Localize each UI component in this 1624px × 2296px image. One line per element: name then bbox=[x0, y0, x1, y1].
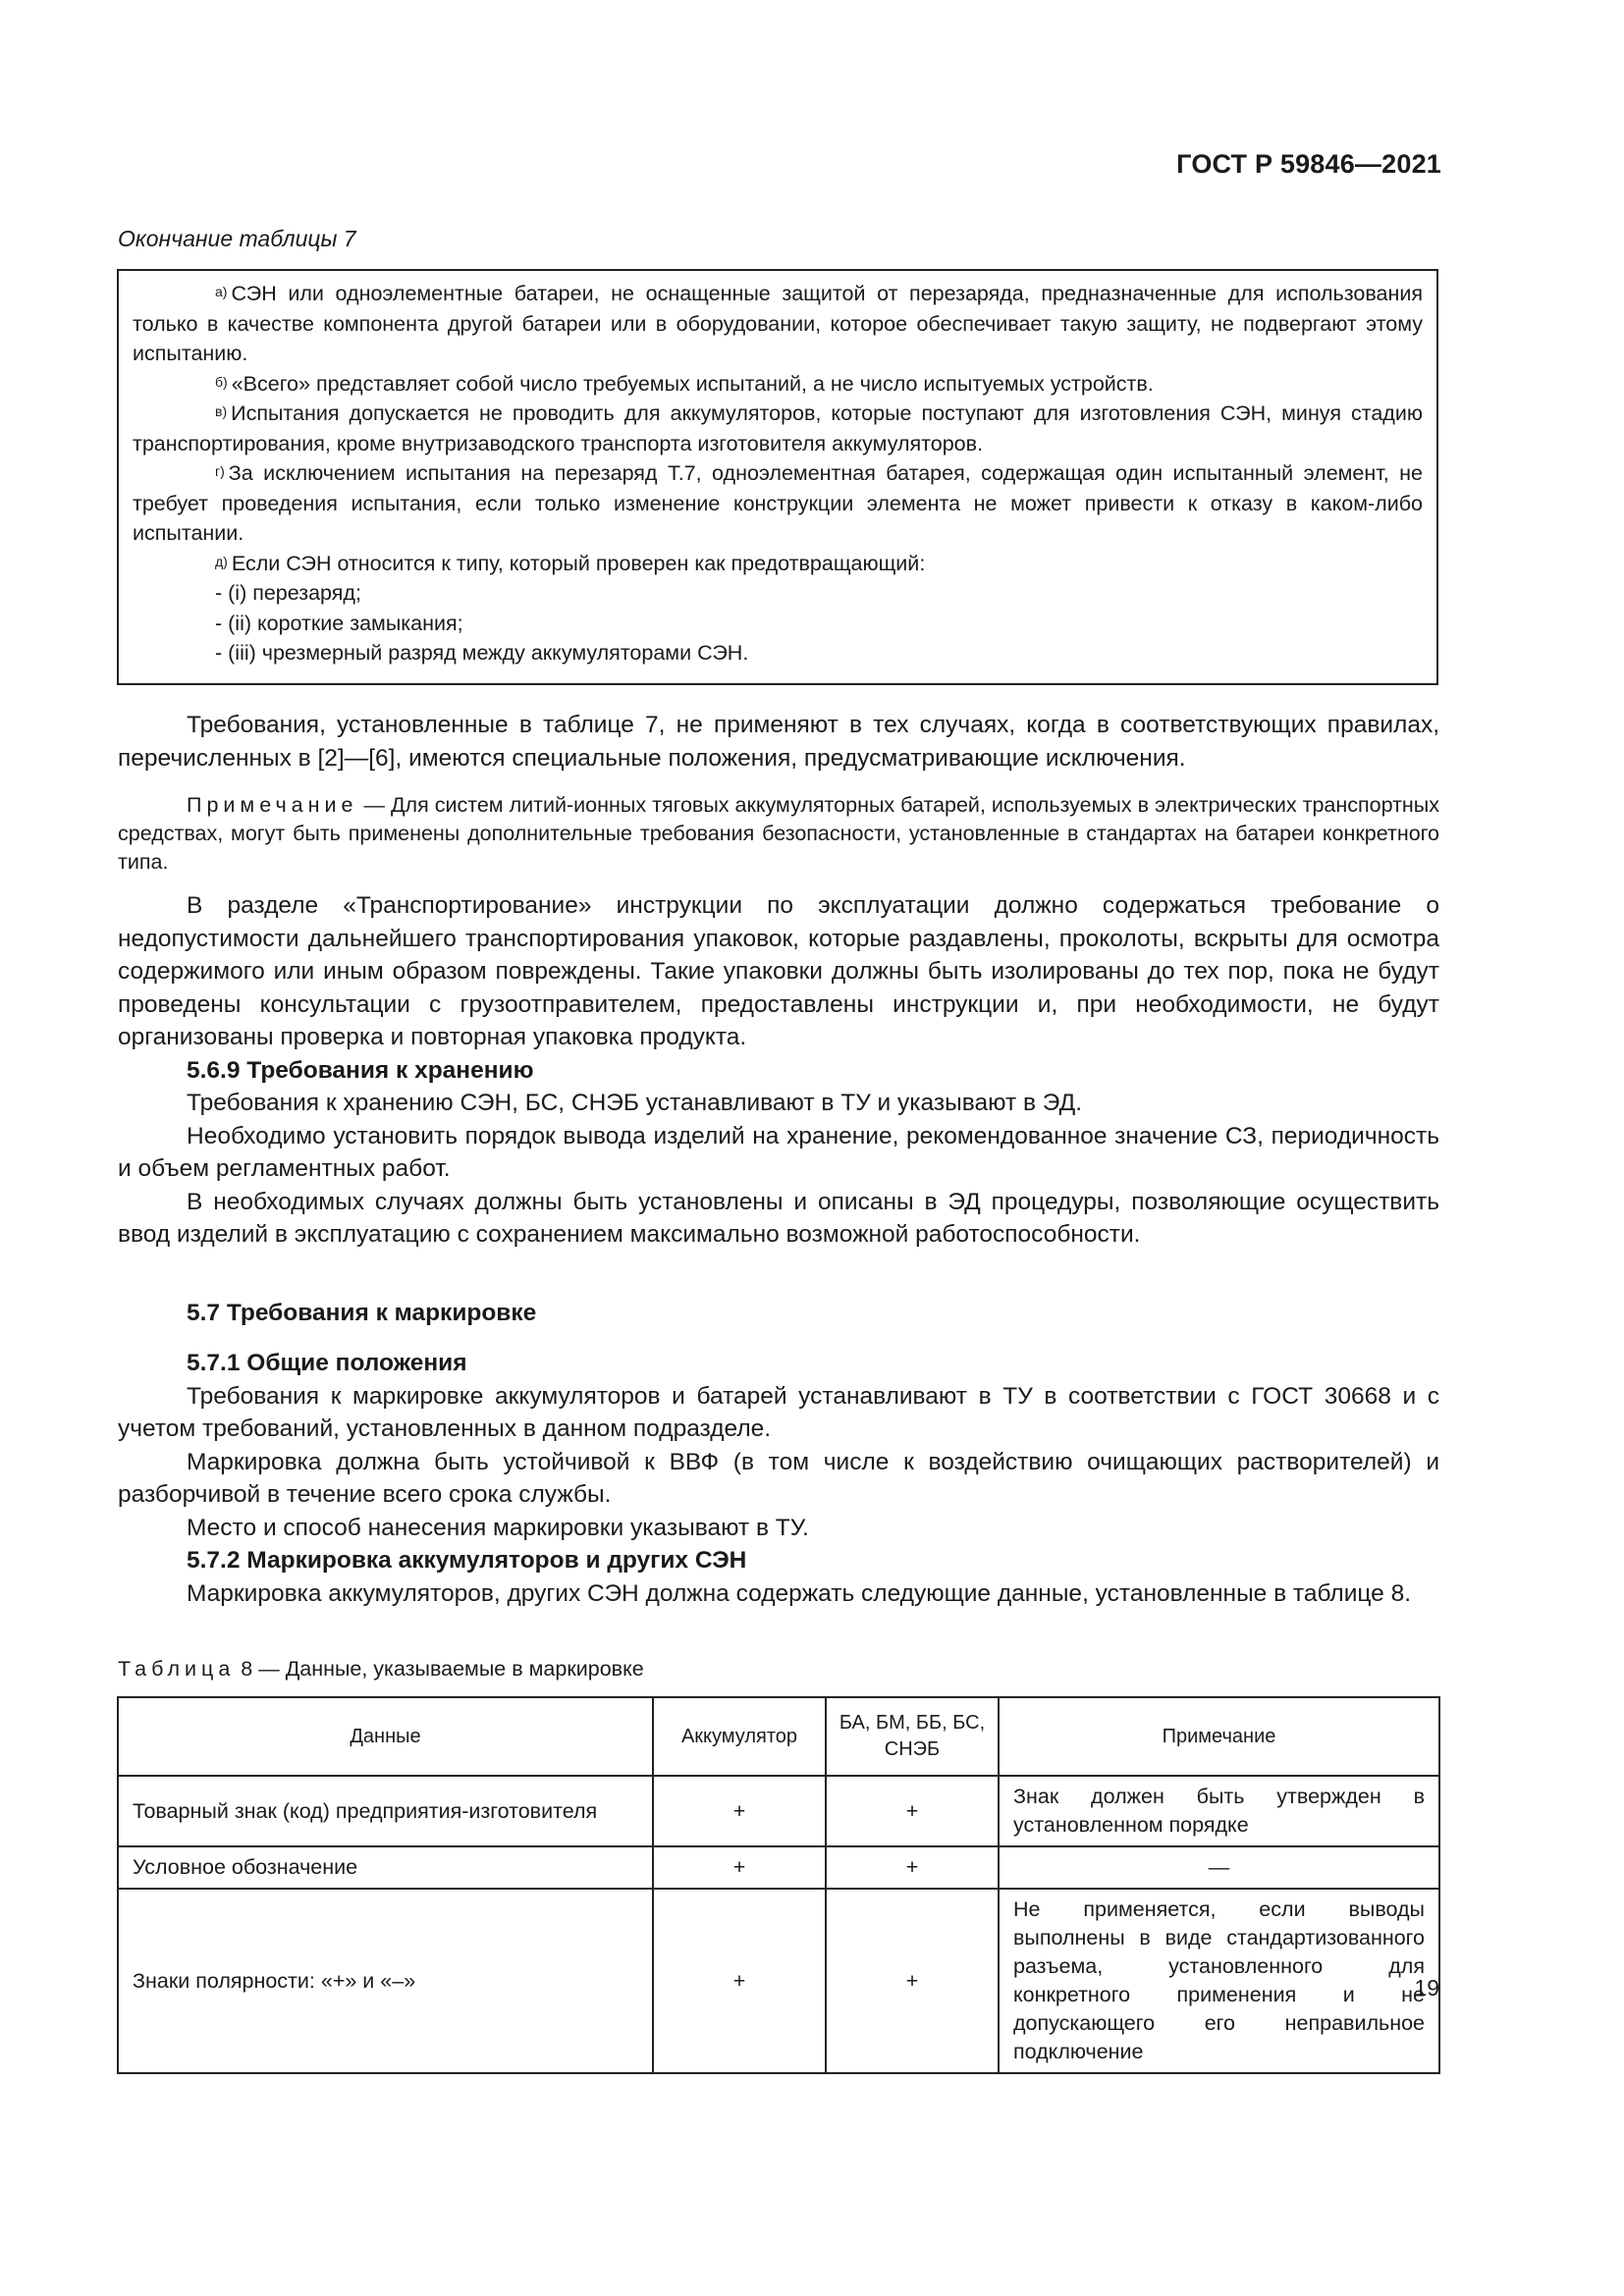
table-cell: Знаки полярности: «+» и «–» bbox=[118, 1889, 653, 2073]
footnote-text: За исключением испытания на перезаряд Т.7, одноэлементная батарея, содержащая один испытанный элемент, не требует проведения испытания, если только изменение конструкции элемента не может привести к отказу в каком-либо испытании. bbox=[133, 461, 1423, 545]
paragraph: В необходимых случаях должны быть установлены и описаны в ЭД процедуры, позволяющие осуществить ввод изделий в эксплуатацию с сохранением максимально возможной работоспособности. bbox=[118, 1188, 1439, 1248]
page-number: 19 bbox=[1414, 1975, 1439, 2001]
table-cell: + bbox=[653, 1776, 826, 1846]
column-header: Аккумулятор bbox=[653, 1697, 826, 1776]
footnote-d bbox=[133, 549, 1423, 579]
table-row bbox=[118, 1889, 1439, 2073]
table-cell: Товарный знак (код) предприятия-изготовителя bbox=[118, 1776, 653, 1846]
footnote-text: СЭН или одноэлементные батареи, не оснащенные защитой от перезаряда, предназначенные для использования только в качестве компонента другой батареи или в оборудовании, которое обеспечивает такую защиту, не подвергают этому испытанию. bbox=[133, 282, 1423, 365]
footnote-mark: б) bbox=[215, 373, 228, 390]
footnote-mark: д) bbox=[215, 553, 228, 569]
table-row bbox=[118, 1846, 1439, 1889]
table-cell: + bbox=[653, 1889, 826, 2073]
footnote-g bbox=[133, 458, 1423, 549]
table-cell: + bbox=[826, 1776, 999, 1846]
footnote-text: «Всего» представляет собой число требуемых испытаний, а не число испытуемых устройств. bbox=[231, 371, 1154, 396]
paragraph: Маркировка аккумуляторов, других СЭН должна содержать следующие данные, установленные в таблице 8. bbox=[187, 1579, 1412, 1607]
section-heading-5-6-9: 5.6.9 Требования к хранению bbox=[187, 1056, 534, 1084]
footnote-d-list-item: - (iii) чрезмерный разряд между аккумуляторами СЭН. bbox=[215, 641, 749, 665]
footnote-a bbox=[133, 279, 1423, 369]
table-cell: Не применяется, если выводы выполнены в виде стандартизованного разъема, установленного для конкретного применения и не допускающего его неправильное подключение bbox=[999, 1889, 1439, 2073]
body-text-block-3 bbox=[118, 1297, 1439, 1330]
table-header-row bbox=[118, 1697, 1439, 1776]
footnote-mark: г) bbox=[215, 463, 225, 479]
column-header: БА, БМ, ББ, БС, СНЭБ bbox=[826, 1697, 999, 1776]
paragraph: Необходимо установить порядок вывода изделий на хранение, рекомендованное значение СЗ, периодичность и объем регламентных работ. bbox=[118, 1122, 1439, 1182]
table-cell: + bbox=[826, 1846, 999, 1889]
footnote-mark: в) bbox=[215, 403, 228, 419]
section-heading-5-7-1: 5.7.1 Общие положения bbox=[187, 1350, 467, 1376]
table7-footnotes bbox=[117, 269, 1438, 685]
table-cell: Знак должен быть утвержден в установленном порядке bbox=[999, 1776, 1439, 1846]
paragraph: Требования, установленные в таблице 7, не применяют в тех случаях, когда в соответствующих правилах, перечисленных в [2]—[6], имеются специальные положения, предусматривающие исключения. bbox=[118, 712, 1439, 772]
paragraph: В разделе «Транспортирование» инструкции по эксплуатации должно содержаться требование о недопустимости дальнейшего транспортирования упаковок, которые раздавлены, проколоты, вскрыты для осмотра содержимого или иным образом повреждены. Такие упаковки должны быть изолированы до тех пор, пока не будут проведены консультации с грузоотправителем, предоставлены инструкции и, при необходимости, не будут организованы проверка и повторная упаковка продукта. bbox=[118, 892, 1439, 1050]
table-caption-label: Таблица bbox=[118, 1657, 236, 1681]
table-cell: + bbox=[826, 1889, 999, 2073]
footnote-d-list-item: - (ii) короткие замыкания; bbox=[215, 611, 463, 635]
note-label: Примечание bbox=[187, 793, 358, 817]
footnote-b bbox=[133, 369, 1423, 400]
footnote-mark: а) bbox=[215, 284, 228, 299]
table8 bbox=[117, 1696, 1440, 2074]
section-heading-5-7: 5.7 Требования к маркировке bbox=[187, 1300, 537, 1326]
document-id: ГОСТ Р 59846—2021 bbox=[1176, 149, 1441, 179]
body-text-block-2 bbox=[118, 889, 1439, 1252]
section-heading-5-7-2: 5.7.2 Маркировка аккумуляторов и других СЭН bbox=[187, 1547, 747, 1574]
column-header: Данные bbox=[118, 1697, 653, 1776]
note-block bbox=[118, 791, 1439, 877]
footnote-text: Испытания допускается не проводить для аккумуляторов, которые поступают для изготовления СЭН, минуя стадию транспортирования, кроме внутризаводского транспорта изготовителя аккумуляторов. bbox=[133, 401, 1423, 455]
table-caption-text: 8 — Данные, указываемые в маркировке bbox=[235, 1657, 644, 1681]
table8-caption bbox=[118, 1657, 644, 1682]
table-row bbox=[118, 1776, 1439, 1846]
note bbox=[118, 791, 1439, 877]
paragraph: Требования к хранению СЭН, БС, СНЭБ устанавливают в ТУ и указывают в ЭД. bbox=[187, 1090, 1083, 1116]
body-text-block-1 bbox=[118, 709, 1439, 774]
footnote-text: Если СЭН относится к типу, который проверен как предотвращающий: bbox=[231, 551, 926, 575]
footnote-d-list-item: - (i) перезаряд; bbox=[215, 581, 361, 605]
table-cell: + bbox=[653, 1846, 826, 1889]
paragraph: Требования к маркировке аккумуляторов и батарей устанавливают в ТУ в соответствии с ГОСТ 30668 и с учетом требований, установленных в данном подразделе. bbox=[118, 1382, 1439, 1442]
paragraph: Место и способ нанесения маркировки указывают в ТУ. bbox=[187, 1514, 809, 1541]
footnote-v bbox=[133, 399, 1423, 458]
paragraph: Маркировка должна быть устойчивой к ВВФ (в том числе к воздействию очищающих растворителей) и разборчивой в течение всего срока службы. bbox=[118, 1448, 1439, 1508]
note-text: — Для систем литий-ионных тяговых аккумуляторных батарей, используемых в электрических транспортных средствах, могут быть применены дополнительные требования безопасности, установленные в стандартах на батареи конкретного типа. bbox=[118, 793, 1439, 874]
table-continuation-caption: Окончание таблицы 7 bbox=[118, 226, 356, 251]
column-header: Примечание bbox=[999, 1697, 1439, 1776]
table-cell: Условное обозначение bbox=[118, 1846, 653, 1889]
body-text-block-4 bbox=[118, 1347, 1439, 1610]
table-cell: — bbox=[999, 1846, 1439, 1889]
